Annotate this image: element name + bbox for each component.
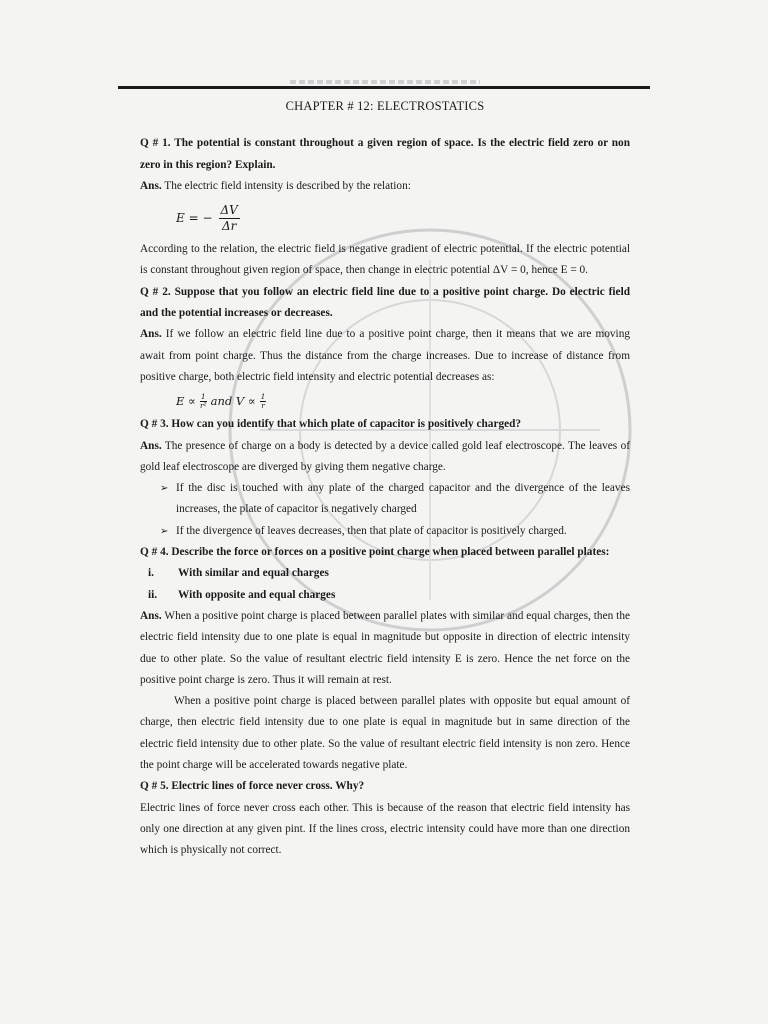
prop-v-num: 1 [260, 391, 266, 401]
item-text: With opposite and equal charges [178, 588, 336, 601]
answer-4-text-1: When a positive point charge is placed between parallel plates with similar and equal charges, then the electric field intensity due to one plate is equal in magnitude but opposite in direction of electric intensity due to other plate. So the value of resultant electric field intensity E is zero. Hence the net force on the positive point charge is zero. Thus it will remain at rest. [140, 609, 630, 686]
arrow-bullet-icon: ➢ [160, 525, 169, 537]
list-item [140, 478, 630, 521]
answer-5: Electric lines of force never cross each other. This is because of the reason that electric field intensity has only one direction at any given pint. If the lines cross, electric intensity could have more than one direction which is physically not correct. [140, 801, 630, 857]
answer-1-intro [140, 176, 630, 197]
ans-label: Ans. [140, 609, 162, 622]
prop-v-fraction [260, 393, 267, 410]
header-rule [118, 86, 650, 89]
formula-numerator: ΔV [220, 202, 238, 217]
question-2: Q # 2. Suppose that you follow an electric field line due to a positive point charge. Do electric field and the potential increases or decreases. [140, 285, 630, 320]
answer-4-part-1 [140, 606, 630, 691]
answer-3-text: The presence of charge on a body is detected by a device called gold leaf electroscope. The leaves of gold leaf electroscope are diverged by giving them negative charge. [140, 439, 630, 473]
prop-v-den: r [261, 400, 265, 410]
document-body [140, 96, 630, 862]
list-item [140, 563, 630, 584]
item-text: With similar and equal charges [178, 567, 329, 580]
bullet-text: If the disc is touched with any plate of the charged capacitor and the divergence of the leaves increases, the plate of capacitor is negatively charged [176, 482, 630, 516]
answer-2 [140, 324, 630, 388]
item-number: ii. [148, 588, 158, 601]
proportionality-formula [140, 388, 630, 414]
ans-label: Ans. [140, 439, 162, 452]
prop-e-den: r² [199, 400, 207, 410]
formula-fraction [219, 203, 240, 234]
formula-lhs: E = − [176, 210, 213, 225]
answer-3 [140, 436, 630, 479]
field-formula [140, 197, 630, 239]
prop-e-num: 1 [200, 391, 206, 401]
prop-e: E ∝ [176, 393, 196, 408]
ans-label: Ans. [140, 179, 162, 192]
arrow-bullet-icon: ➢ [160, 483, 169, 495]
answer-1-text: The electric field intensity is described by the relation: [164, 179, 411, 192]
answer-4-part-2: When a positive point charge is placed between parallel plates with opposite but equal amount of charge, then electric field intensity due to one plate is equal in magnitude but in same direction of the electric field intensity due to other plate. So the value of resultant electric field intensity is non zero. Hence the point charge will be accelerated towards negative plate. [140, 695, 630, 772]
ans-label: Ans. [140, 328, 162, 341]
prop-e-fraction [200, 393, 207, 410]
question-4: Q # 4. Describe the force or forces on a positive point charge when placed between parallel plates: [140, 546, 610, 559]
list-item [140, 521, 630, 542]
list-item [140, 585, 630, 606]
prop-and: and V ∝ [210, 393, 256, 408]
question-1: Q # 1. The potential is constant throughout a given region of space. Is the electric field zero or non zero in this region? Explain. [140, 137, 630, 171]
question-3: Q # 3. How can you identify that which plate of capacitor is positively charged? [140, 418, 522, 431]
formula-denominator: Δr [221, 218, 237, 233]
question-5: Q # 5. Electric lines of force never cross. Why? [140, 780, 365, 793]
header-faint-text [290, 80, 480, 84]
item-number: i. [148, 567, 154, 580]
answer-1-explanation: According to the relation, the electric field is negative gradient of electric potential. If the electric potential is constant throughout given region of space, then change in electric potential ΔV = 0, hence E = 0. [140, 243, 630, 277]
bullet-text: If the divergence of leaves decreases, then that plate of capacitor is positively charged. [176, 524, 567, 537]
chapter-title: CHAPTER # 12: ELECTROSTATICS [285, 99, 485, 113]
answer-2-text: If we follow an electric field line due to a positive point charge, then it means that we are moving await from point charge. Thus the distance from the charge increases. Due to increase of distance from positive charge, both electric field intensity and electric potential decreases as: [140, 328, 630, 383]
